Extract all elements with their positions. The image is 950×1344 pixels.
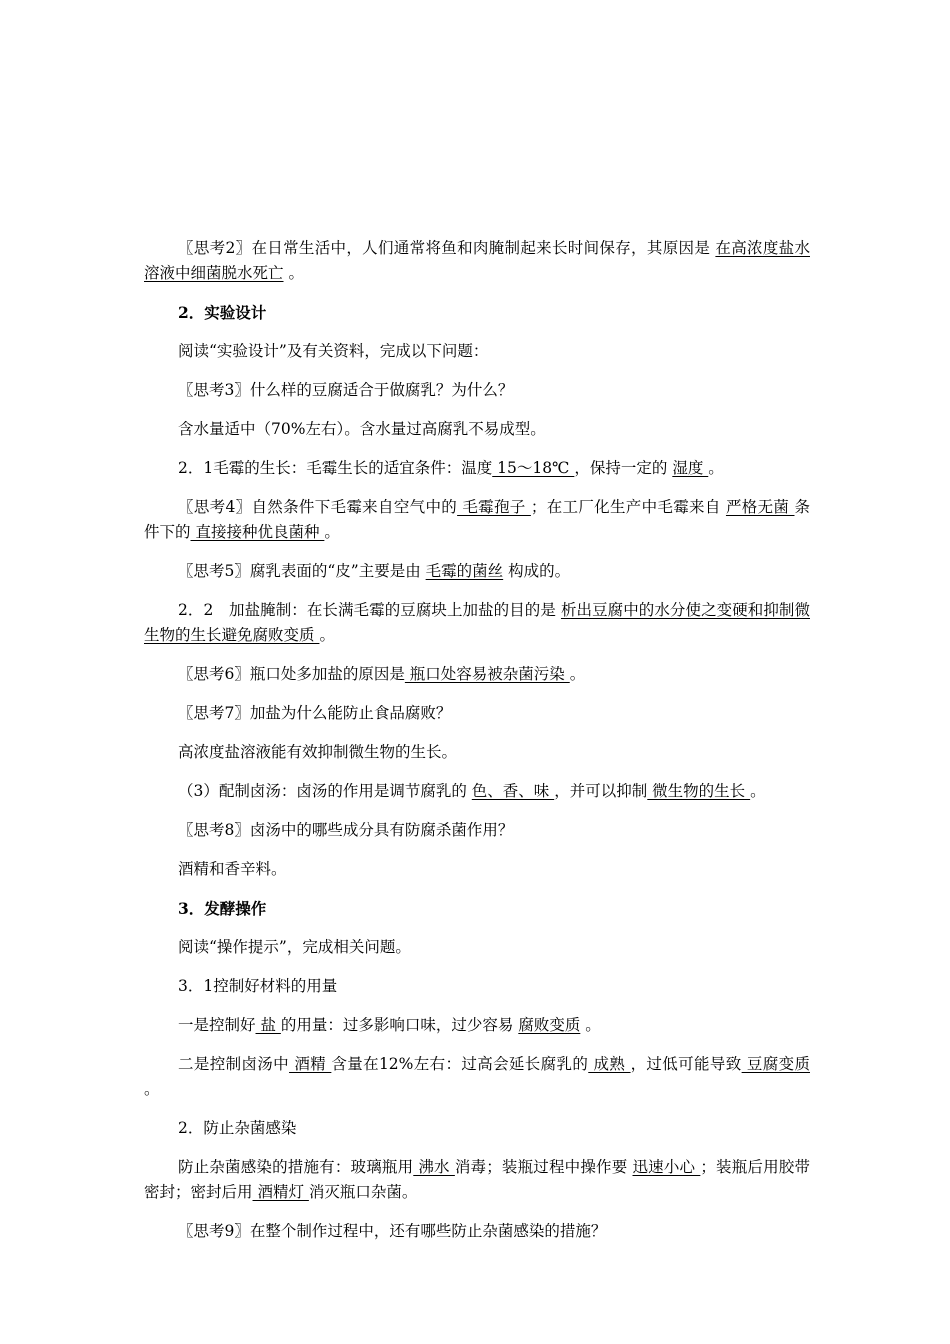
answer-blank: 酒精灯 xyxy=(252,1183,309,1201)
answer-blank: 析出豆腐中的水分使之变硬和抑制微生物的生长避免腐败变质 xyxy=(144,601,810,644)
paragraph xyxy=(144,598,810,648)
answer-blank: 沸水 xyxy=(413,1158,455,1176)
answer-blank: 湿度 xyxy=(672,459,709,477)
text-run: 2．实验设计 xyxy=(178,303,267,322)
answer-blank: 瓶口处容易被杂菌污染 xyxy=(404,665,570,683)
paragraph xyxy=(144,456,810,481)
text-run: 。 xyxy=(750,782,766,800)
paragraph xyxy=(144,701,810,726)
text-run: 酒精和香辛料。 xyxy=(178,860,287,878)
answer-blank: 迅速小心 xyxy=(632,1158,701,1176)
paragraph xyxy=(144,378,810,403)
text-run: 条件下的 xyxy=(144,498,810,541)
paragraph xyxy=(144,1155,810,1205)
paragraph xyxy=(144,236,810,286)
paragraph xyxy=(144,339,810,364)
text-run: ；装瓶后用胶带密封；密封后用 xyxy=(144,1158,810,1201)
text-run: 〖思考8〗卤汤中的哪些成分具有防腐杀菌作用？ xyxy=(178,821,514,839)
text-run: 〖思考5〗腐乳表面的“皮”主要是由 xyxy=(178,562,426,580)
answer-blank: 直接接种优良菌种 xyxy=(190,523,325,541)
paragraph xyxy=(144,857,810,882)
answer-blank: 微生物的生长 xyxy=(647,782,751,800)
text-run: 2．2 加盐腌制：在长满毛霉的豆腐块上加盐的目的是 xyxy=(178,601,561,619)
text-run: 含量在12%左右：过高会延长腐乳的 xyxy=(331,1055,589,1073)
answer-blank: 腐败变质 xyxy=(518,1016,581,1034)
text-run: 二是控制卤汤中 xyxy=(178,1055,290,1073)
section-heading xyxy=(144,300,810,325)
answer-blank: 15～18℃ xyxy=(492,459,575,477)
paragraph xyxy=(144,1116,810,1141)
answer-blank: 豆腐变质 xyxy=(741,1055,810,1073)
text-run: 一是控制好 xyxy=(178,1016,256,1034)
text-run: 〖思考4〗自然条件下毛霉来自空气中的 xyxy=(178,498,458,516)
paragraph xyxy=(144,1013,810,1038)
text-run: ，保持一定的 xyxy=(574,459,673,477)
text-run: 〖思考7〗加盐为什么能防止食品腐败？ xyxy=(178,704,452,722)
text-run: 。 xyxy=(708,459,724,477)
text-run: 防止杂菌感染的措施有：玻璃瓶用 xyxy=(178,1158,414,1176)
text-run: 。 xyxy=(580,1016,601,1034)
text-run: 高浓度盐溶液能有效抑制微生物的生长。 xyxy=(178,743,458,761)
text-run: 含水量适中（70%左右）。含水量过高腐乳不易成型。 xyxy=(178,420,546,438)
text-run: 阅读“操作提示”，完成相关问题。 xyxy=(178,938,411,956)
answer-blank: 严格无菌 xyxy=(725,498,795,516)
paragraph xyxy=(144,662,810,687)
text-run: 消灭瓶口杂菌。 xyxy=(308,1183,418,1201)
text-run: 〖思考3〗什么样的豆腐适合于做腐乳？为什么？ xyxy=(178,381,514,399)
answer-blank: 色、香、味 xyxy=(471,782,555,800)
paragraph xyxy=(144,1052,810,1102)
text-run: 〖思考6〗瓶口处多加盐的原因是 xyxy=(178,665,405,683)
text-run: 2．1毛霉的生长：毛霉生长的适宜条件：温度 xyxy=(178,459,493,477)
text-run: 阅读“实验设计”及有关资料，完成以下问题： xyxy=(178,342,489,360)
text-run: 3．发酵操作 xyxy=(178,899,267,918)
text-run: ，过低可能导致 xyxy=(630,1055,742,1073)
text-run: 构成的。 xyxy=(503,562,571,580)
paragraph xyxy=(144,417,810,442)
text-run: 消毒；装瓶过程中操作要 xyxy=(454,1158,633,1176)
paragraph xyxy=(144,740,810,765)
text-run: 的用量：过多影响口味，过少容易 xyxy=(280,1016,519,1034)
paragraph xyxy=(144,495,810,545)
paragraph xyxy=(144,1219,810,1244)
answer-blank: 毛霉的菌丝 xyxy=(425,562,504,580)
paragraph xyxy=(144,974,810,999)
section-heading xyxy=(144,896,810,921)
text-run: ；在工厂化生产中毛霉来自 xyxy=(530,498,726,516)
text-run: 。 xyxy=(319,626,335,644)
text-run: 。 xyxy=(283,264,304,282)
text-run: 。 xyxy=(324,523,340,541)
text-run: 3．1控制好材料的用量 xyxy=(178,977,338,995)
answer-blank: 酒精 xyxy=(289,1055,332,1073)
text-run: 〖思考2〗在日常生活中，人们通常将鱼和肉腌制起来长时间保存，其原因是 xyxy=(178,239,716,257)
answer-blank: 在高浓度盐水溶液中细菌脱水死亡 xyxy=(144,239,810,282)
text-run: ，并可以抑制 xyxy=(554,782,648,800)
answer-blank: 成熟 xyxy=(588,1055,631,1073)
text-run: 。 xyxy=(569,665,586,683)
answer-blank: 毛霉孢子 xyxy=(457,498,531,516)
text-run: 。 xyxy=(144,1080,160,1098)
answer-blank: 盐 xyxy=(255,1016,281,1034)
paragraph xyxy=(144,818,810,843)
paragraph xyxy=(144,559,810,584)
text-run: 2．防止杂菌感染 xyxy=(178,1119,297,1137)
text-run: （3）配制卤汤：卤汤的作用是调节腐乳的 xyxy=(178,782,472,800)
text-run: 〖思考9〗在整个制作过程中，还有哪些防止杂菌感染的措施？ xyxy=(178,1222,607,1240)
paragraph xyxy=(144,935,810,960)
document-body xyxy=(144,236,810,1258)
paragraph xyxy=(144,779,810,804)
